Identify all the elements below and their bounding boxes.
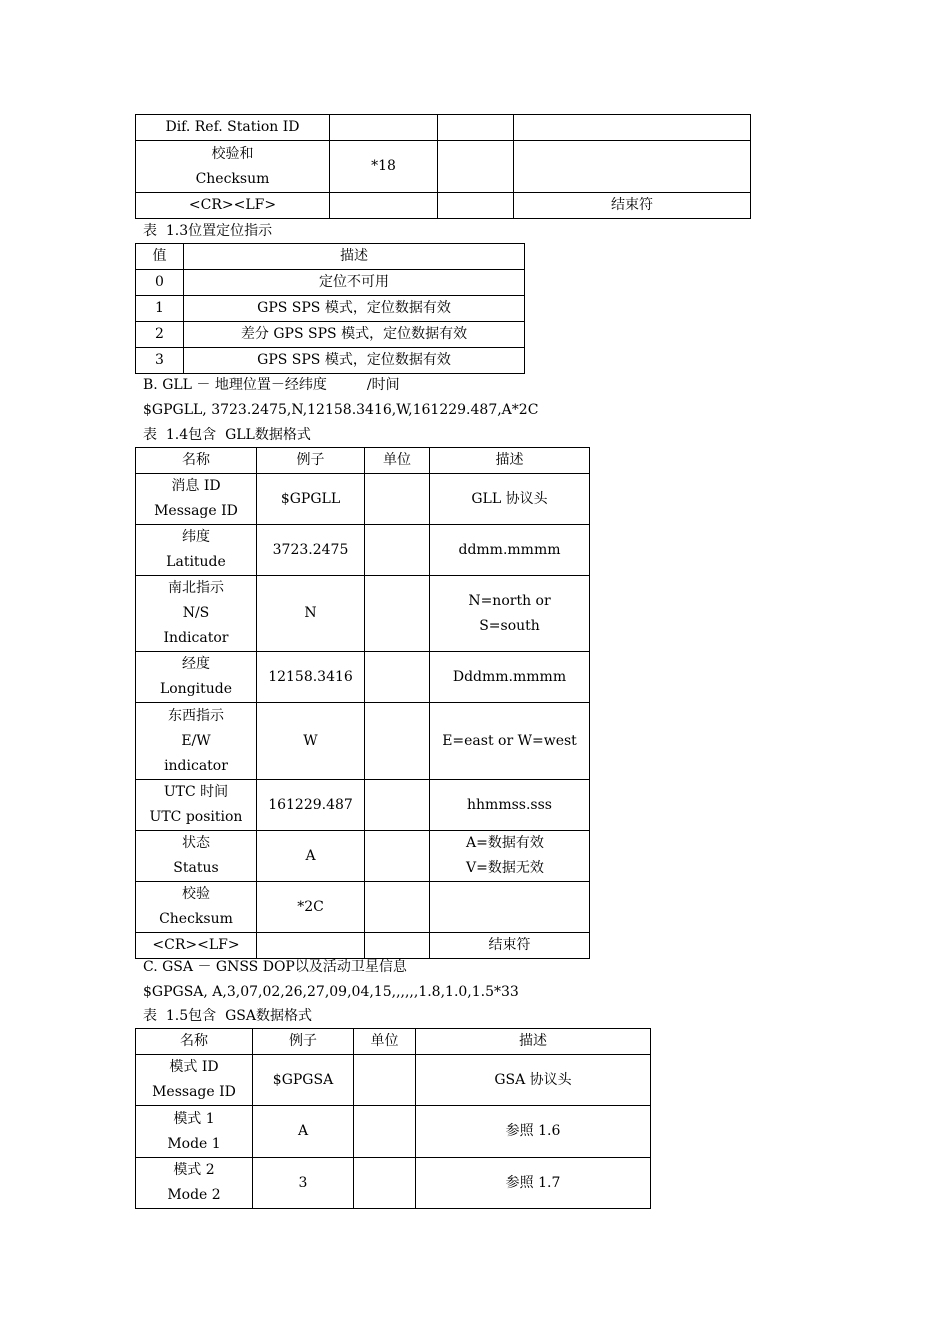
table-cell (365, 652, 430, 703)
table-cell: Dif. Ref. Station ID (136, 115, 330, 141)
table-cell: 3723.2475 (257, 525, 365, 576)
table-cell: 南北指示 N/S Indicator (136, 576, 257, 652)
table-cell (365, 474, 430, 525)
table-row (136, 1055, 651, 1106)
column-header: 描述 (184, 244, 525, 270)
caption-table-1-4: 表 1.4包含 GLL数据格式 (143, 427, 311, 443)
table-row (136, 576, 590, 652)
table-cell: $GPGSA (253, 1055, 354, 1106)
table-cell: 3 (253, 1158, 354, 1209)
table-row (136, 141, 751, 193)
table-cell (257, 933, 365, 959)
table-top (135, 114, 751, 219)
table-cell: 161229.487 (257, 780, 365, 831)
table-cell (438, 115, 514, 141)
table-header-row (136, 1029, 651, 1055)
table-cell: 差分 GPS SPS 模式，定位数据有效 (184, 322, 525, 348)
table-1-3 (135, 243, 525, 374)
table-cell: <CR><LF> (136, 933, 257, 959)
table-cell (330, 115, 438, 141)
table-border-accent (750, 114, 751, 219)
table-row (136, 1106, 651, 1158)
table-cell: 经度 Longitude (136, 652, 257, 703)
table-cell: 0 (136, 270, 184, 296)
table-row (136, 296, 525, 322)
table-header-row (136, 244, 525, 270)
table-cell: 1 (136, 296, 184, 322)
table-cell: 消息 ID Message ID (136, 474, 257, 525)
table-cell (438, 193, 514, 219)
column-header: 单位 (354, 1029, 416, 1055)
table-cell: 2 (136, 322, 184, 348)
table-cell: $GPGLL (257, 474, 365, 525)
table-cell (354, 1106, 416, 1158)
table-cell (365, 525, 430, 576)
table-row (136, 348, 525, 374)
table-row (136, 270, 525, 296)
table-header-row (136, 448, 590, 474)
table-row (136, 193, 751, 219)
column-header: 名称 (136, 448, 257, 474)
section-c-title: C. GSA － GNSS DOP以及活动卫星信息 (143, 959, 407, 975)
caption-table-1-5: 表 1.5包含 GSA数据格式 (143, 1008, 312, 1024)
table-cell: W (257, 703, 365, 780)
table-cell: A=数据有效 V=数据无效 (430, 831, 590, 882)
table-cell: 参照 1.7 (416, 1158, 651, 1209)
table-row (136, 933, 590, 959)
table-cell: 定位不可用 (184, 270, 525, 296)
table-cell (365, 703, 430, 780)
table-cell (514, 115, 751, 141)
table-cell: *18 (330, 141, 438, 193)
table-cell: ddmm.mmmm (430, 525, 590, 576)
table-cell (365, 576, 430, 652)
table-row (136, 882, 590, 933)
table-cell: UTC 时间 UTC position (136, 780, 257, 831)
section-b-example: $GPGLL, 3723.2475,N,12158.3416,W,161229.487,A*2C (143, 402, 539, 418)
table-cell: 参照 1.6 (416, 1106, 651, 1158)
table-cell: 纬度 Latitude (136, 525, 257, 576)
table-cell: 3 (136, 348, 184, 374)
table-cell (438, 141, 514, 193)
column-header: 值 (136, 244, 184, 270)
table-cell: GLL 协议头 (430, 474, 590, 525)
table-cell: hhmmss.sss (430, 780, 590, 831)
table-cell: GPS SPS 模式，定位数据有效 (184, 348, 525, 374)
table-cell: *2C (257, 882, 365, 933)
table-cell: GSA 协议头 (416, 1055, 651, 1106)
table-cell: 12158.3416 (257, 652, 365, 703)
table-cell: 校验 Checksum (136, 882, 257, 933)
table-row (136, 474, 590, 525)
table-row (136, 525, 590, 576)
table-cell: N (257, 576, 365, 652)
column-header: 例子 (253, 1029, 354, 1055)
table-cell: 东西指示 E/W indicator (136, 703, 257, 780)
table-cell (354, 1055, 416, 1106)
table-cell: N=north or S=south (430, 576, 590, 652)
section-c-example: $GPGSA, A,3,07,02,26,27,09,04,15,,,,,,1.8,1.0,1.5*33 (143, 984, 519, 1000)
table-row (136, 115, 751, 141)
table-row (136, 652, 590, 703)
table-cell: 模式 1 Mode 1 (136, 1106, 253, 1158)
table-cell: 模式 2 Mode 2 (136, 1158, 253, 1209)
table-cell: 结束符 (430, 933, 590, 959)
table-cell (354, 1158, 416, 1209)
table-cell: Dddmm.mmmm (430, 652, 590, 703)
table-cell: 结束符 (514, 193, 751, 219)
table-cell: A (257, 831, 365, 882)
table-cell (514, 141, 751, 193)
table-cell: <CR><LF> (136, 193, 330, 219)
column-header: 单位 (365, 448, 430, 474)
table-row (136, 831, 590, 882)
table-cell: 模式 ID Message ID (136, 1055, 253, 1106)
caption-table-1-3: 表 1.3位置定位指示 (143, 223, 273, 239)
table-cell: GPS SPS 模式，定位数据有效 (184, 296, 525, 322)
table-1-5 (135, 1028, 651, 1209)
table-cell (365, 780, 430, 831)
table-cell: 状态 Status (136, 831, 257, 882)
table-cell (330, 193, 438, 219)
column-header: 例子 (257, 448, 365, 474)
column-header: 描述 (430, 448, 590, 474)
table-cell (365, 831, 430, 882)
table-cell: A (253, 1106, 354, 1158)
table-cell: E=east or W=west (430, 703, 590, 780)
section-b-title: B. GLL － 地理位置－经纬度 /时间 (143, 377, 400, 393)
column-header: 描述 (416, 1029, 651, 1055)
table-row (136, 703, 590, 780)
table-row (136, 1158, 651, 1209)
table-row (136, 322, 525, 348)
table-row (136, 780, 590, 831)
table-cell (365, 882, 430, 933)
table-cell: 校验和 Checksum (136, 141, 330, 193)
table-cell (365, 933, 430, 959)
column-header: 名称 (136, 1029, 253, 1055)
table-1-4 (135, 447, 590, 959)
table-cell (430, 882, 590, 933)
